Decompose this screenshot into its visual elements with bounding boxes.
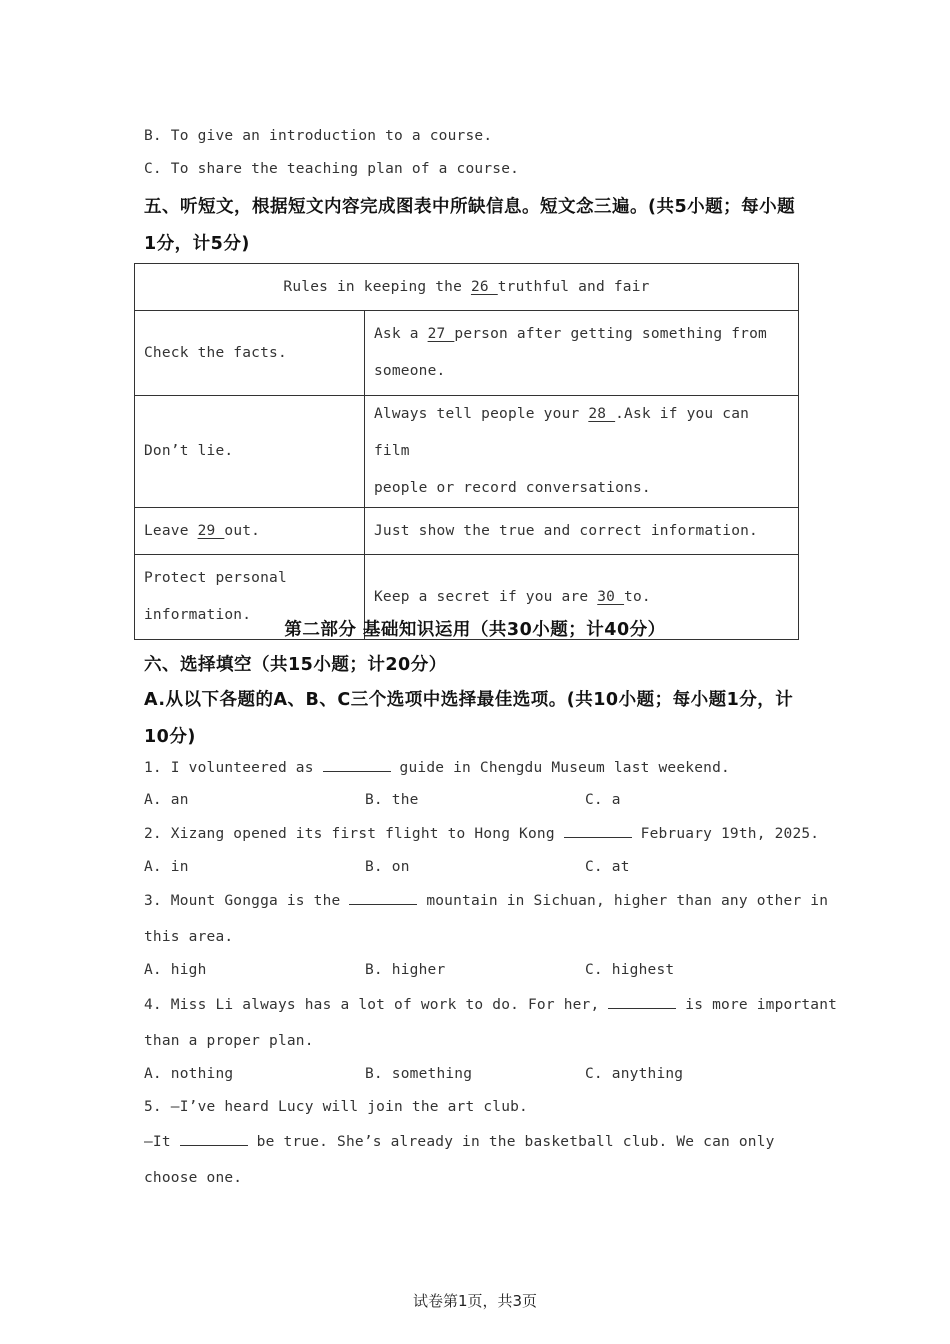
rule-leave-out xyxy=(135,508,365,555)
q4-stem-post: is more important xyxy=(676,997,838,1013)
blank-28: 28 xyxy=(588,406,616,422)
section-a-heading-cont: 10分) xyxy=(144,727,196,747)
q3-option-b: B. higher xyxy=(365,962,446,978)
r4-post: to. xyxy=(624,588,651,605)
r1-post2: someone. xyxy=(374,363,446,379)
option-c-text: C. To share the teaching plan of a course. xyxy=(144,161,520,177)
blank-26: 26 xyxy=(470,278,498,295)
r2-post: .Ask if you can film xyxy=(374,406,750,459)
rule-dont-lie: Don’t lie. xyxy=(135,396,365,508)
table-title-post: truthful and fair xyxy=(497,278,650,295)
r1-pre: Ask a xyxy=(374,326,428,342)
q3-stem-post: mountain in Sichuan, higher than any other in xyxy=(417,893,829,909)
question-3 xyxy=(144,892,828,909)
question-5: 5. —I’ve heard Lucy will join the art club. xyxy=(144,1099,528,1115)
q3-option-c: C. highest xyxy=(585,962,675,978)
rule-dont-lie-detail xyxy=(365,396,799,508)
q4-option-a: A. nothing xyxy=(144,1066,234,1082)
r1-post: person after getting something from xyxy=(454,326,767,342)
answer-blank xyxy=(323,759,391,772)
question-3-cont: this area. xyxy=(144,929,234,945)
page-footer: 试卷第1页，共3页 xyxy=(412,1292,538,1310)
table-title-pre: Rules in keeping the xyxy=(283,278,471,295)
part-2-title: 第二部分 基础知识运用（共30小题；计40分） xyxy=(284,620,666,640)
r3-left-post: out. xyxy=(224,522,261,539)
blank-27: 27 xyxy=(427,326,455,342)
q2-option-b: B. on xyxy=(365,859,410,875)
table-title-row xyxy=(135,264,799,311)
r4-left2: information. xyxy=(144,607,252,623)
q2-option-a: A. in xyxy=(144,859,189,875)
r4-left1: Protect personal xyxy=(144,570,287,586)
q1-option-b: B. the xyxy=(365,792,419,808)
question-2 xyxy=(144,825,819,842)
table-title-cell xyxy=(135,264,799,311)
q1-option-c: C. a xyxy=(585,792,621,808)
r3-left-pre: Leave xyxy=(144,522,198,539)
answer-blank xyxy=(349,892,417,905)
q1-option-a: A. an xyxy=(144,792,189,808)
r2-post2: people or record conversations. xyxy=(374,480,651,496)
section-5-heading-cont: 1分，计5分) xyxy=(144,234,250,254)
q4-option-b: B. something xyxy=(365,1066,473,1082)
q3-option-a: A. high xyxy=(144,962,207,978)
q5-stem-post: be true. She’s already in the basketball club. We can only xyxy=(247,1134,775,1150)
rule-check-facts: Check the facts. xyxy=(135,311,365,396)
blank-29: 29 xyxy=(197,522,225,539)
question-5-cont: choose one. xyxy=(144,1170,243,1186)
q3-stem-pre: 3. Mount Gongga is the xyxy=(144,893,350,909)
question-4 xyxy=(144,996,837,1013)
table-row xyxy=(135,396,799,508)
q5-stem-pre: —It xyxy=(144,1134,180,1150)
q1-stem-pre: 1. I volunteered as xyxy=(144,760,323,776)
table-row xyxy=(135,508,799,555)
section-5-heading: 五、听短文，根据短文内容完成图表中所缺信息。短文念三遍。(共5小题；每小题 xyxy=(144,197,796,217)
rule-leave-out-detail: Just show the true and correct information. xyxy=(365,508,799,555)
answer-blank xyxy=(180,1133,248,1146)
q4-stem-pre: 4. Miss Li always has a lot of work to do. For her, xyxy=(144,997,609,1013)
question-4-cont: than a proper plan. xyxy=(144,1033,314,1049)
section-6-heading: 六、选择填空（共15小题；计20分） xyxy=(144,655,447,675)
q2-option-c: C. at xyxy=(585,859,630,875)
r2-pre: Always tell people your xyxy=(374,406,589,422)
answer-blank xyxy=(564,825,632,838)
q4-option-c: C. anything xyxy=(585,1066,684,1082)
section-a-heading: A.从以下各题的A、B、C三个选项中选择最佳选项。(共10小题；每小题1分，计 xyxy=(144,690,794,710)
answer-blank xyxy=(608,996,676,1009)
q1-stem-post: guide in Chengdu Museum last weekend. xyxy=(390,760,730,776)
rules-table xyxy=(134,263,799,640)
table-row xyxy=(135,311,799,396)
r4-pre: Keep a secret if you are xyxy=(374,588,598,605)
rule-check-facts-detail xyxy=(365,311,799,396)
q2-stem-pre: 2. Xizang opened its first flight to Hong Kong xyxy=(144,826,564,842)
q2-stem-post: February 19th, 2025. xyxy=(631,826,820,842)
blank-30: 30 xyxy=(597,588,625,605)
question-5-reply xyxy=(144,1133,775,1150)
option-b-text: B. To give an introduction to a course. xyxy=(144,128,493,144)
question-1 xyxy=(144,759,730,776)
